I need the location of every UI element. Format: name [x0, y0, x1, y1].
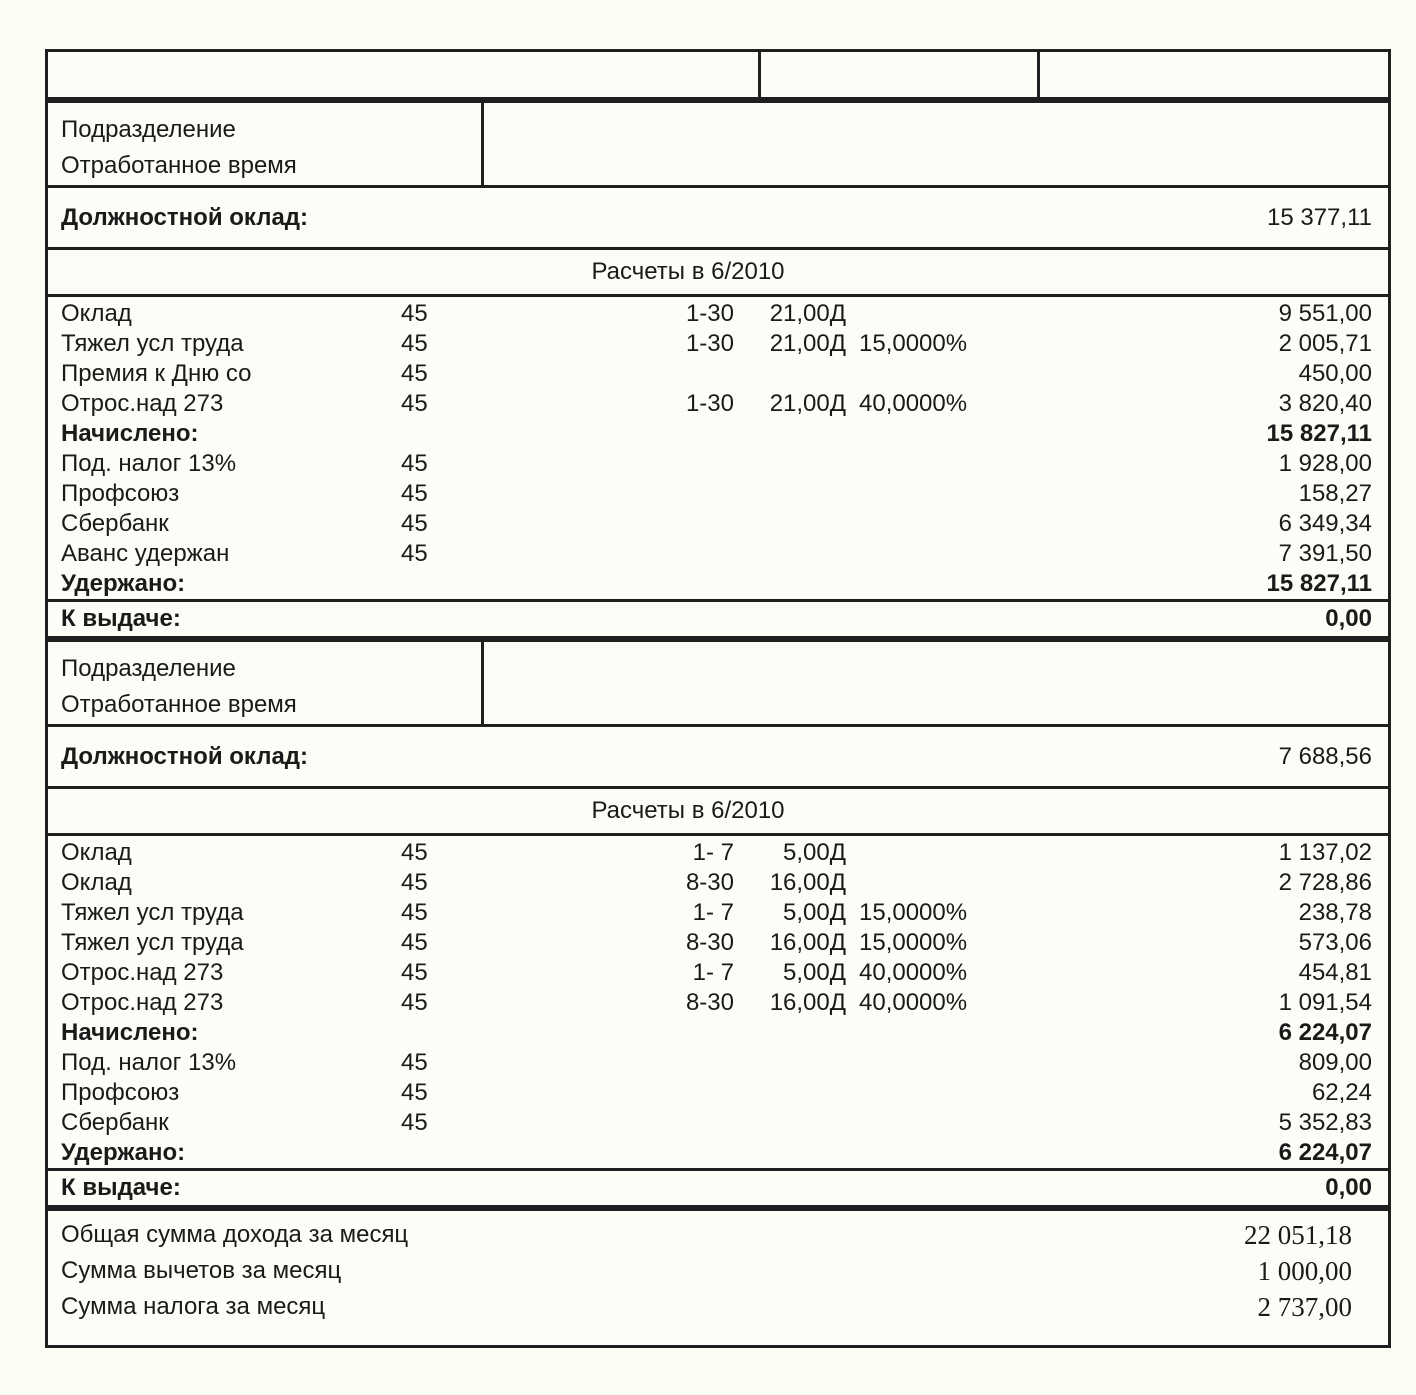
row-percent [846, 299, 998, 329]
row-hours [734, 1018, 846, 1048]
row-name: Под. налог 13% [61, 450, 237, 477]
worked-time-label: Отработанное время [61, 691, 297, 718]
totals-value: 22 051,18 [1244, 1219, 1352, 1250]
row-name: Удержано: [61, 570, 186, 597]
row-name: Тяжел усл труда [61, 330, 244, 357]
row-hours [734, 539, 846, 569]
row-amount: 450,00 [1298, 360, 1372, 387]
row-percent: 40,0000% [859, 959, 968, 986]
totals-value: 2 737,00 [1257, 1291, 1352, 1322]
row-amount: 454,81 [1298, 959, 1372, 986]
row-percent [846, 539, 998, 569]
calc-title-row [48, 250, 1388, 297]
row-percent [846, 359, 998, 389]
row-amount: 62,24 [1311, 1079, 1372, 1106]
row-hours [734, 359, 846, 389]
row-amount: 6 224,07 [1278, 1139, 1372, 1166]
salary-row [45, 185, 1391, 250]
row-name: Сбербанк [61, 1109, 169, 1136]
pay-row [48, 1018, 1388, 1048]
row-code: 45 [401, 1079, 428, 1106]
row-amount: 6 224,07 [1278, 1019, 1372, 1046]
row-amount: 1 137,02 [1278, 839, 1372, 866]
calculations-box [45, 247, 1391, 602]
row-percent [846, 449, 998, 479]
totals-row [48, 1217, 1388, 1253]
row-hours [734, 1108, 846, 1138]
row-code [401, 1138, 456, 1168]
payout-row [45, 1168, 1391, 1208]
row-name: Премия к Дню со [61, 360, 252, 387]
pay-row [48, 868, 1388, 898]
row-code [401, 569, 456, 599]
row-percent [846, 1018, 998, 1048]
row-amount: 9 551,00 [1278, 300, 1372, 327]
row-code: 45 [401, 390, 428, 417]
row-amount: 238,78 [1298, 899, 1372, 926]
row-amount: 2 728,86 [1278, 869, 1372, 896]
totals-value: 1 000,00 [1257, 1255, 1352, 1286]
row-hours [734, 449, 846, 479]
pay-row [48, 299, 1388, 329]
row-name: Удержано: [61, 1139, 186, 1166]
row-days: 1- 7 [692, 839, 734, 866]
row-name: Отрос.над 273 [61, 959, 224, 986]
department-labels [48, 642, 1388, 723]
header-cell-left [48, 52, 758, 97]
row-hours: 16,00Д [769, 869, 846, 896]
row-name: Оклад [61, 300, 132, 327]
row-name: Оклад [61, 869, 132, 896]
row-days [456, 359, 734, 389]
pay-row [48, 1078, 1388, 1108]
row-days [456, 1138, 734, 1168]
payout-row [45, 599, 1391, 639]
row-percent: 40,0000% [859, 390, 968, 417]
department-divider [481, 642, 484, 724]
row-days: 8-30 [685, 929, 734, 956]
pay-row [48, 838, 1388, 868]
payslip-document [45, 49, 1391, 1348]
salary-row [45, 724, 1391, 789]
pay-row [48, 898, 1388, 928]
totals-box [45, 1208, 1391, 1348]
row-hours [734, 479, 846, 509]
pay-row [48, 958, 1388, 988]
payout-value: 0,00 [1325, 1174, 1372, 1201]
salary-label: Должностной оклад: [61, 203, 309, 231]
pay-row [48, 569, 1388, 599]
row-name: Аванс удержан [61, 540, 230, 567]
row-hours [734, 1078, 846, 1108]
salary-value: 7 688,56 [1278, 742, 1372, 770]
row-amount: 1 091,54 [1278, 989, 1372, 1016]
calc-rows [48, 836, 1388, 1168]
row-code: 45 [401, 929, 428, 956]
calc-rows [48, 297, 1388, 599]
pay-row [48, 1138, 1388, 1168]
row-percent [846, 838, 998, 868]
totals-row [48, 1253, 1388, 1289]
pay-row [48, 1048, 1388, 1078]
row-name: Отрос.над 273 [61, 989, 224, 1016]
row-code: 45 [401, 330, 428, 357]
row-hours [734, 1048, 846, 1078]
row-amount: 6 349,34 [1278, 510, 1372, 537]
calc-title-row [48, 789, 1388, 836]
row-days [456, 1108, 734, 1138]
row-days: 8-30 [685, 989, 734, 1016]
row-percent: 15,0000% [859, 929, 968, 956]
row-amount: 15 827,11 [1266, 420, 1372, 447]
pay-row [48, 1108, 1388, 1138]
department-label: Подразделение [61, 116, 236, 143]
row-name: Сбербанк [61, 510, 169, 537]
salary-value: 15 377,11 [1267, 203, 1372, 231]
row-percent [846, 569, 998, 599]
department-label: Подразделение [61, 655, 236, 682]
department-labels [48, 103, 1388, 184]
row-hours: 21,00Д [769, 390, 846, 417]
row-amount: 3 820,40 [1278, 390, 1372, 417]
row-name: Под. налог 13% [61, 1049, 237, 1076]
row-hours: 21,00Д [769, 300, 846, 327]
header-row [45, 49, 1391, 100]
row-code: 45 [401, 1049, 428, 1076]
row-code: 45 [401, 1109, 428, 1136]
pay-row [48, 359, 1388, 389]
totals-label: Сумма вычетов за месяц [61, 1257, 342, 1284]
row-hours: 5,00Д [783, 839, 846, 866]
row-days [456, 419, 734, 449]
header-cell-middle [758, 52, 1037, 97]
salary-label: Должностной оклад: [61, 742, 309, 770]
row-code: 45 [401, 839, 428, 866]
row-percent [846, 509, 998, 539]
row-days [456, 479, 734, 509]
payslip-section [45, 639, 1391, 1208]
row-code: 45 [401, 959, 428, 986]
row-code [401, 1018, 456, 1048]
row-percent: 15,0000% [859, 899, 968, 926]
totals-label: Общая сумма дохода за месяц [61, 1221, 409, 1248]
pay-row [48, 419, 1388, 449]
row-amount: 1 928,00 [1278, 450, 1372, 477]
row-name: Тяжел усл труда [61, 899, 244, 926]
row-amount: 2 005,71 [1278, 330, 1372, 357]
department-box [45, 639, 1391, 727]
pay-row [48, 988, 1388, 1018]
payout-label: К выдаче: [61, 605, 181, 632]
row-amount: 809,00 [1298, 1049, 1372, 1076]
row-hours: 5,00Д [783, 899, 846, 926]
row-amount: 158,27 [1298, 480, 1372, 507]
row-percent: 40,0000% [859, 989, 968, 1016]
row-percent [846, 1108, 998, 1138]
row-days [456, 509, 734, 539]
row-name: Отрос.над 273 [61, 390, 224, 417]
row-days [456, 1018, 734, 1048]
sections-container [45, 100, 1391, 1208]
payout-value: 0,00 [1325, 605, 1372, 632]
row-name: Оклад [61, 839, 132, 866]
row-hours: 21,00Д [769, 330, 846, 357]
calc-title: Расчеты в 6/2010 [591, 797, 785, 824]
pay-row [48, 479, 1388, 509]
row-amount: 7 391,50 [1278, 540, 1372, 567]
row-days: 1- 7 [692, 959, 734, 986]
pay-row [48, 329, 1388, 359]
row-days: 1-30 [685, 390, 734, 417]
pay-row [48, 928, 1388, 958]
row-name: Начислено: [61, 1019, 199, 1046]
row-name: Тяжел усл труда [61, 929, 244, 956]
row-days [456, 539, 734, 569]
pay-row [48, 449, 1388, 479]
totals-row [48, 1289, 1388, 1325]
row-hours: 5,00Д [783, 959, 846, 986]
pay-row [48, 389, 1388, 419]
row-code: 45 [401, 450, 428, 477]
calc-title: Расчеты в 6/2010 [591, 258, 785, 285]
row-code [401, 419, 456, 449]
row-days [456, 569, 734, 599]
row-code: 45 [401, 989, 428, 1016]
row-percent [846, 479, 998, 509]
department-divider [481, 103, 484, 185]
row-code: 45 [401, 510, 428, 537]
worked-time-label: Отработанное время [61, 152, 297, 179]
row-percent [846, 1078, 998, 1108]
row-amount: 5 352,83 [1278, 1109, 1372, 1136]
row-percent [846, 1048, 998, 1078]
row-code: 45 [401, 300, 428, 327]
row-percent: 15,0000% [859, 330, 968, 357]
row-amount: 573,06 [1298, 929, 1372, 956]
totals-rows [48, 1217, 1388, 1325]
row-days: 8-30 [685, 869, 734, 896]
row-hours [734, 569, 846, 599]
row-name: Профсоюз [61, 480, 180, 507]
row-code: 45 [401, 360, 428, 387]
row-hours [734, 419, 846, 449]
row-code: 45 [401, 869, 428, 896]
pay-row [48, 539, 1388, 569]
row-hours [734, 1138, 846, 1168]
row-hours: 16,00Д [769, 929, 846, 956]
row-code: 45 [401, 899, 428, 926]
pay-row [48, 509, 1388, 539]
row-percent [846, 868, 998, 898]
payslip-section [45, 100, 1391, 639]
row-name: Профсоюз [61, 1079, 180, 1106]
header-cell-right [1037, 52, 1388, 97]
row-days: 1- 7 [692, 899, 734, 926]
row-days: 1-30 [685, 300, 734, 327]
totals-label: Сумма налога за месяц [61, 1293, 326, 1320]
department-box [45, 100, 1391, 188]
row-days: 1-30 [685, 330, 734, 357]
row-days [456, 449, 734, 479]
row-days [456, 1048, 734, 1078]
row-name: Начислено: [61, 420, 199, 447]
row-percent [846, 419, 998, 449]
row-hours [734, 509, 846, 539]
row-code: 45 [401, 540, 428, 567]
payout-label: К выдаче: [61, 1174, 181, 1201]
calculations-box [45, 786, 1391, 1171]
row-amount: 15 827,11 [1266, 570, 1372, 597]
row-days [456, 1078, 734, 1108]
row-percent [846, 1138, 998, 1168]
row-hours: 16,00Д [769, 989, 846, 1016]
row-code: 45 [401, 480, 428, 507]
